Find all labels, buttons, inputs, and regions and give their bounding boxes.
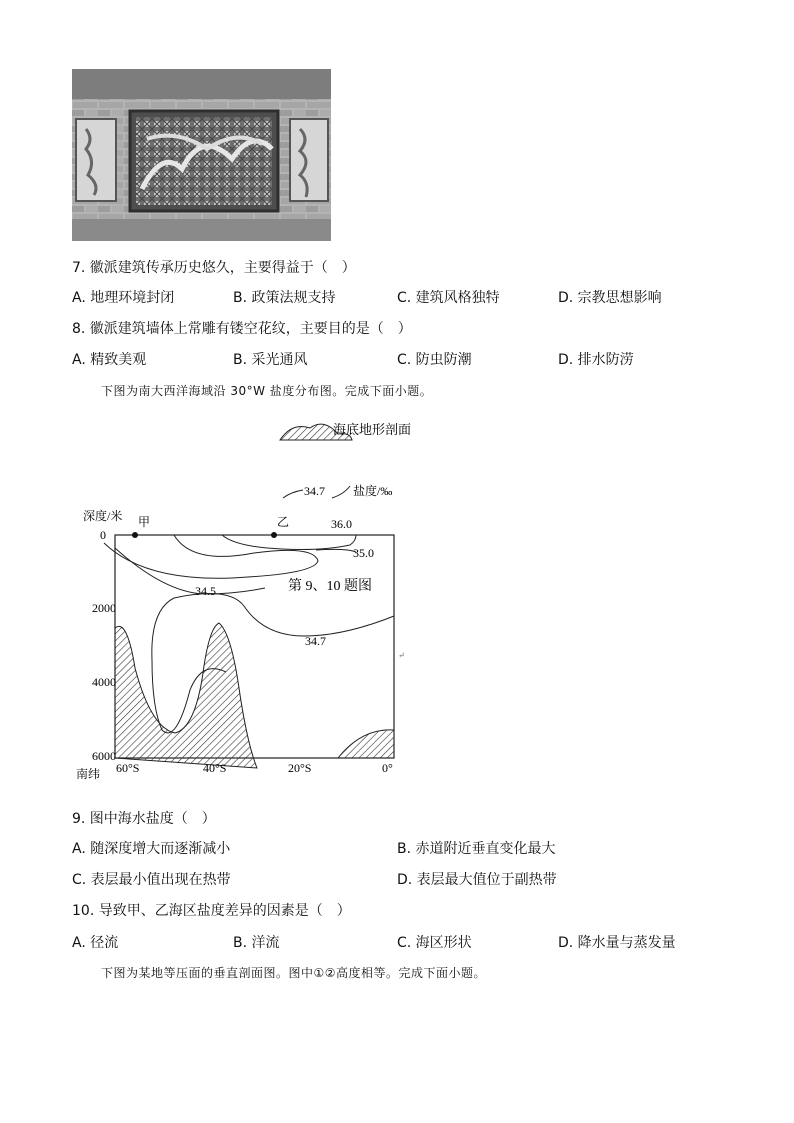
y-tick-2000: 2000 — [92, 601, 116, 615]
point-yi-marker — [271, 532, 277, 538]
huizhou-wall-photo — [72, 69, 331, 241]
contour-36 — [222, 535, 356, 550]
contour-label-top: 34.7 — [304, 484, 325, 498]
figure-caption: 第 9、10 题图 — [288, 579, 372, 594]
intro-pressure-figure: 下图为某地等压面的垂直剖面图。图中①②高度相等。完成下面小题。 — [101, 966, 487, 980]
question-8-stem: 8. 徽派建筑墙体上常雕有镂空花纹，主要目的是（ ） — [72, 321, 412, 337]
y-axis-label: 深度/米 — [83, 509, 123, 523]
salinity-profile-chart — [70, 410, 420, 790]
salinity-unit-label: 盐度/‰ — [353, 484, 393, 498]
contour-35 — [104, 535, 318, 578]
q10-option-c[interactable]: C. 海区形状 — [397, 935, 472, 951]
contour-34-7 — [152, 594, 394, 733]
q8-option-c[interactable]: C. 防虫防潮 — [397, 352, 472, 368]
question-7-stem: 7. 徽派建筑传承历史悠久，主要得益于（ ） — [72, 260, 356, 276]
point-jia-label: 甲 — [138, 515, 151, 529]
y-tick-0: 0 — [100, 528, 106, 542]
contour-label-34-5: 34.5 — [195, 584, 216, 598]
q9-option-d[interactable]: D. 表层最大值位于副热带 — [397, 872, 557, 888]
q8-option-a[interactable]: A. 精致美观 — [72, 352, 147, 368]
q7-option-b[interactable]: B. 政策法规支持 — [233, 290, 336, 306]
legend-seafloor-label: 海底地形剖面 — [333, 422, 412, 437]
q9-option-b[interactable]: B. 赤道附近垂直变化最大 — [397, 841, 556, 857]
q10-option-b[interactable]: B. 洋流 — [233, 935, 280, 951]
seafloor-rise-right — [338, 730, 394, 758]
x-tick-60s: 60°S — [116, 761, 140, 775]
seafloor-ridge-left — [115, 623, 257, 768]
x-tick-20s: 20°S — [288, 761, 312, 775]
q8-option-d[interactable]: D. 排水防涝 — [558, 352, 634, 368]
q10-option-d[interactable]: D. 降水量与蒸发量 — [558, 935, 676, 951]
q7-option-c[interactable]: C. 建筑风格独特 — [397, 290, 500, 306]
q7-option-d[interactable]: D. 宗教思想影响 — [558, 290, 662, 306]
x-tick-0: 0° — [382, 761, 393, 775]
question-10-stem: 10. 导致甲、乙海区盐度差异的因素是（ ） — [72, 903, 351, 919]
q7-option-a[interactable]: A. 地理环境封闭 — [72, 290, 175, 306]
stray-mark: ↵ — [398, 651, 405, 660]
intro-salinity-figure: 下图为南大西洋海域沿 30°W 盐度分布图。完成下面小题。 — [101, 384, 433, 398]
contour-label-35: 35.0 — [353, 546, 374, 560]
q9-option-a[interactable]: A. 随深度增大而逐渐减小 — [72, 841, 231, 857]
contour-label-36: 36.0 — [331, 517, 352, 531]
q10-option-a[interactable]: A. 径流 — [72, 935, 119, 951]
point-yi-label: 乙 — [277, 515, 290, 529]
q8-option-b[interactable]: B. 采光通风 — [233, 352, 308, 368]
q9-option-c[interactable]: C. 表层最小值出现在热带 — [72, 872, 231, 888]
point-jia-marker — [132, 532, 138, 538]
contour-label-34-7: 34.7 — [305, 634, 326, 648]
question-9-stem: 9. 图中海水盐度（ ） — [72, 811, 216, 827]
contour-35-tail — [316, 549, 356, 552]
x-tick-40s: 40°S — [203, 761, 227, 775]
y-tick-6000: 6000 — [92, 749, 116, 763]
y-tick-4000: 4000 — [92, 675, 116, 689]
x-axis-label: 南纬 — [76, 767, 101, 781]
